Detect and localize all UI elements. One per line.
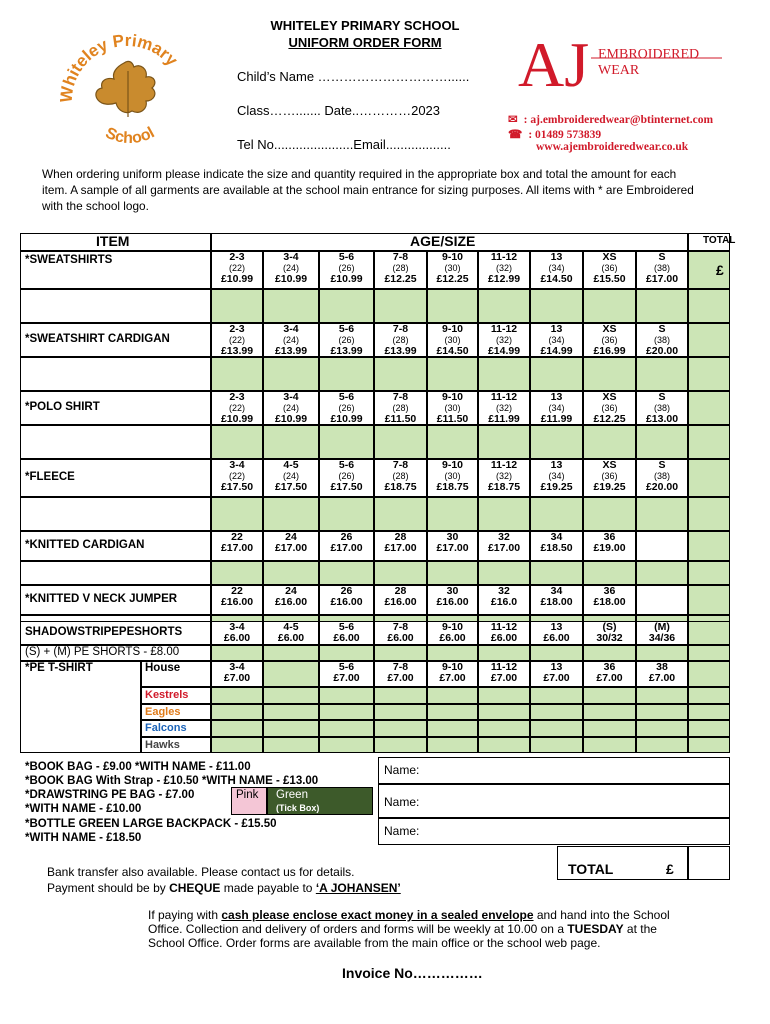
house-quantity-box[interactable] (374, 737, 427, 754)
size-option: XS (36) £15.50 (593, 251, 626, 285)
item-header: ITEM (96, 233, 130, 249)
size-option: 13 (34) £11.99 (540, 391, 573, 425)
item-name: *SWEATSHIRTS (25, 254, 113, 266)
size-option: S (38) £20.00 (645, 323, 679, 357)
shorts-total-box[interactable] (688, 645, 730, 661)
quantity-box[interactable] (211, 497, 263, 531)
size-option: 9-10 (30) £11.50 (436, 391, 469, 425)
quantity-box[interactable] (263, 289, 319, 323)
quantity-box[interactable] (530, 497, 583, 531)
size-option: 11-12 £6.00 (490, 621, 518, 644)
size-option: 28 £16.00 (384, 585, 417, 608)
house-quantity-box[interactable] (374, 704, 427, 721)
size-option: XS (36) £16.99 (593, 323, 626, 357)
size-option: 4-5 (24) £17.50 (274, 459, 308, 493)
payment-text: Payment should be by CHEQUE made payable to ‘A JOHANSEN’ (47, 881, 401, 895)
quantity-box[interactable] (427, 425, 478, 459)
size-option: 3-4 (24) £13.99 (274, 323, 308, 357)
size-option: 7-8 (28) £18.75 (384, 459, 417, 493)
quantity-box[interactable] (530, 425, 583, 459)
house-quantity-box[interactable] (319, 687, 374, 704)
quantity-box[interactable] (319, 357, 374, 391)
quantity-box[interactable] (478, 561, 530, 585)
quantity-box[interactable] (374, 425, 427, 459)
house-total-box[interactable] (688, 737, 730, 754)
item-name: *KNITTED V NECK JUMPER (25, 593, 178, 605)
invoice-number[interactable]: Invoice No…………… (342, 965, 483, 981)
item-total-box[interactable] (688, 561, 730, 585)
house-quantity-box[interactable] (530, 704, 583, 721)
size-option: 2-3 (22) £10.99 (220, 251, 254, 285)
class-date-field[interactable]: Class……....... Date..…………2023 (237, 103, 441, 118)
size-option: 34 £18.00 (540, 585, 573, 608)
book-bag-strap-line: *BOOK BAG With Strap - £10.50 *WITH NAME - £13.00 (25, 775, 319, 787)
house-total-box[interactable] (688, 687, 730, 704)
pound-sign: £ (716, 262, 724, 278)
size-option: S (38) £17.00 (645, 251, 679, 285)
house-quantity-box[interactable] (263, 720, 319, 737)
pe-size-option: 5-6 £7.00 (333, 661, 360, 684)
size-option: 3-4 £6.00 (223, 621, 251, 644)
house-quantity-box[interactable] (478, 720, 530, 737)
quantity-box[interactable] (374, 497, 427, 531)
item-total-box[interactable] (688, 621, 730, 645)
backpack-name-box[interactable]: Name: (378, 818, 730, 845)
book-bag-name-box[interactable]: Name: (378, 757, 730, 784)
item-name: *FLEECE (25, 471, 75, 483)
item-total-box[interactable] (688, 425, 730, 459)
house-total-box[interactable] (688, 704, 730, 721)
quantity-box[interactable] (636, 357, 688, 391)
house-quantity-box[interactable] (636, 704, 688, 721)
item-total-box[interactable] (688, 391, 730, 425)
house-quantity-box[interactable] (211, 737, 263, 754)
size-option: 7-8 £6.00 (387, 621, 414, 644)
size-option: 9-10 (30) £18.75 (436, 459, 469, 493)
supplier-email[interactable]: ✉ : aj.embroideredwear@btinternet.com (508, 114, 714, 126)
quantity-box[interactable] (319, 497, 374, 531)
quantity-box[interactable] (478, 357, 530, 391)
item-spacer-cell (20, 497, 211, 531)
school-logo (60, 33, 190, 153)
size-option: 22 £17.00 (220, 531, 254, 554)
house-label: House (145, 662, 181, 674)
size-option: 34 £18.50 (540, 531, 573, 554)
size-option: 13 (34) £14.50 (540, 251, 573, 285)
house-quantity-box[interactable] (427, 704, 478, 721)
quantity-box[interactable] (427, 497, 478, 531)
house-quantity-box[interactable] (211, 704, 263, 721)
pink-option[interactable]: Pink (231, 787, 267, 815)
item-name: *POLO SHIRT (25, 401, 100, 413)
size-option: 5-6 (26) £10.99 (330, 251, 363, 285)
house-name: Hawks (145, 738, 180, 751)
age-size-header: AGE/SIZE (410, 233, 476, 249)
size-option: 13 (34) £14.99 (540, 323, 573, 357)
drawstring-bag-line: *DRAWSTRING PE BAG - £7.00 (25, 789, 195, 801)
house-quantity-box[interactable] (583, 737, 636, 754)
item-spacer-cell (20, 289, 211, 323)
house-quantity-box[interactable] (319, 704, 374, 721)
item-spacer-cell (20, 561, 211, 585)
quantity-box[interactable] (583, 425, 636, 459)
house-quantity-box[interactable] (427, 720, 478, 737)
house-quantity-box[interactable] (530, 687, 583, 704)
quantity-box[interactable] (636, 497, 688, 531)
aj-embroidered-logo (512, 28, 742, 106)
drawstring-name-box[interactable]: Name: (378, 784, 730, 818)
size-option: 2-3 (22) £13.99 (220, 323, 254, 357)
size-option: 13 (34) £19.25 (540, 459, 573, 493)
quantity-box[interactable] (530, 289, 583, 323)
quantity-box[interactable] (263, 497, 319, 531)
quantity-box[interactable] (478, 497, 530, 531)
quantity-box[interactable] (319, 289, 374, 323)
shorts-quantity-box[interactable] (583, 645, 636, 661)
form-title: UNIFORM ORDER FORM (288, 35, 442, 50)
size-option: 26 £17.00 (330, 531, 363, 554)
size-option: 9-10 (30) £12.25 (436, 251, 469, 285)
quantity-box[interactable] (478, 289, 530, 323)
pe-tshirt-name: *PE T-SHIRT (25, 662, 93, 674)
pe-size-option: 13 £7.00 (543, 661, 570, 684)
quantity-box[interactable] (211, 561, 263, 585)
backpack-name-line: *WITH NAME - £18.50 (25, 832, 142, 844)
house-quantity-box[interactable] (211, 720, 263, 737)
drawstring-name-line: *WITH NAME - £10.00 (25, 803, 142, 815)
quantity-box[interactable] (211, 357, 263, 391)
aj-line2: WEAR (598, 63, 640, 78)
house-quantity-box[interactable] (636, 737, 688, 754)
house-quantity-box[interactable] (530, 720, 583, 737)
quantity-box[interactable] (319, 425, 374, 459)
quantity-box[interactable] (211, 425, 263, 459)
house-quantity-box[interactable] (583, 704, 636, 721)
quantity-box[interactable] (374, 357, 427, 391)
quantity-box[interactable] (478, 425, 530, 459)
shorts-quantity-box[interactable] (263, 645, 319, 661)
size-price-cell (636, 585, 688, 615)
pe-size-option: 7-8 £7.00 (387, 661, 414, 684)
oak-leaf-icon (96, 61, 155, 117)
size-option: 5-6 (26) £10.99 (330, 391, 363, 425)
shorts-quantity-box[interactable] (530, 645, 583, 661)
size-option: 7-8 (28) £13.99 (384, 323, 417, 357)
house-quantity-box[interactable] (636, 687, 688, 704)
size-option: XS (36) £12.25 (593, 391, 626, 425)
house-quantity-box[interactable] (583, 687, 636, 704)
bank-transfer-text: Bank transfer also available. Please contact us for details. (47, 865, 355, 879)
pe-size-option: 11-12 £7.00 (490, 661, 518, 684)
aj-letters: AJ (518, 29, 590, 100)
size-option: 4-5 £6.00 (277, 621, 305, 644)
size-option: 24 £17.00 (274, 531, 308, 554)
item-name: *KNITTED CARDIGAN (25, 539, 145, 551)
size-option: 11-12 (32) £11.99 (488, 391, 520, 425)
house-name: Eagles (145, 705, 181, 718)
quantity-box[interactable] (263, 425, 319, 459)
quantity-box[interactable] (636, 425, 688, 459)
size-option: 22 £16.00 (220, 585, 254, 608)
shorts-quantity-box[interactable] (478, 645, 530, 661)
size-option: 9-10 (30) £14.50 (436, 323, 469, 357)
size-option: 3-4 (22) £17.50 (220, 459, 254, 493)
house-name: Falcons (145, 722, 187, 734)
pe-total-box[interactable] (688, 661, 730, 687)
size-option: (M) 34/36 (648, 621, 676, 644)
house-quantity-box[interactable] (263, 687, 319, 704)
size-option: 26 £16.00 (330, 585, 363, 608)
size-option: 32 £17.00 (487, 531, 521, 554)
house-quantity-box[interactable] (427, 737, 478, 754)
house-quantity-box[interactable] (374, 687, 427, 704)
pe-size-option: 9-10 £7.00 (439, 661, 466, 684)
size-option: 9-10 £6.00 (439, 621, 466, 644)
size-option: 36 £18.00 (593, 585, 626, 608)
green-option[interactable]: Green (Tick Box) (267, 787, 373, 815)
grand-total-box[interactable] (688, 846, 730, 880)
size-option: 30 £17.00 (436, 531, 469, 554)
quantity-box[interactable] (263, 561, 319, 585)
house-quantity-box[interactable] (211, 687, 263, 704)
house-quantity-box[interactable] (478, 737, 530, 754)
house-quantity-box[interactable] (478, 704, 530, 721)
quantity-box[interactable] (427, 561, 478, 585)
quantity-box[interactable] (636, 561, 688, 585)
item-total-box[interactable] (688, 531, 730, 561)
item-spacer-cell (20, 357, 211, 391)
quantity-box[interactable] (583, 561, 636, 585)
size-option: 7-8 (28) £12.25 (384, 251, 417, 285)
pe-size-option: 38 £7.00 (648, 661, 676, 684)
size-option: 3-4 (24) £10.99 (274, 251, 308, 285)
item-total-box[interactable] (688, 357, 730, 391)
pe-size-cell[interactable] (263, 661, 319, 687)
pe-size-option: 36 £7.00 (596, 661, 623, 684)
quantity-box[interactable] (427, 357, 478, 391)
book-bag-line: *BOOK BAG - £9.00 *WITH NAME - £11.00 (25, 761, 251, 773)
childs-name-field[interactable]: Child’s Name …………………………...... (237, 69, 470, 84)
grand-total-label-box: TOTAL £ (557, 846, 688, 880)
shorts-quantity-box[interactable] (636, 645, 688, 661)
size-option: 2-3 (22) £10.99 (220, 391, 254, 425)
size-option: 13 £6.00 (543, 621, 570, 644)
house-quantity-box[interactable] (427, 687, 478, 704)
total-header: TOTAL (703, 235, 736, 246)
supplier-website[interactable]: www.ajembroideredwear.co.uk (536, 141, 689, 153)
cash-instructions: If paying with cash please enclose exact money in a sealed envelope and hand into the School Office. Collection and delivery of orders and forms will be weekly at 10.00 on a TUESDAY at the School Office. Order forms are available from the main office or the school web page. (148, 908, 670, 950)
size-option: 11-12 (32) £14.99 (487, 323, 521, 357)
quantity-box[interactable] (427, 289, 478, 323)
item-total-box[interactable] (688, 497, 730, 531)
size-option: 30 £16.00 (436, 585, 469, 608)
quantity-box[interactable] (530, 561, 583, 585)
item-spacer-cell (20, 425, 211, 459)
quantity-box[interactable] (374, 561, 427, 585)
size-option: 5-6 £6.00 (333, 621, 360, 644)
quantity-box[interactable] (319, 561, 374, 585)
intro-text: When ordering uniform please indicate the size and quantity required in the appropriate box and total the amount for each item. A sample of all garments are available at the school main entrance for sizing purposes. All items with * are Embroidered with the school logo. (42, 167, 694, 213)
size-option: 5-6 (26) £13.99 (330, 323, 363, 357)
pe-size-option: 3-4 £7.00 (223, 661, 251, 684)
house-total-box[interactable] (688, 720, 730, 737)
house-quantity-box[interactable] (636, 720, 688, 737)
size-option: 28 £17.00 (384, 531, 417, 554)
house-quantity-box[interactable] (319, 720, 374, 737)
tel-email-field[interactable]: Tel No......................Email.................. (237, 137, 451, 152)
size-option: XS (36) £19.25 (593, 459, 626, 493)
item-name: *SWEATSHIRT CARDIGAN (25, 333, 170, 345)
size-option: 5-6 (26) £17.50 (330, 459, 363, 493)
item-total-box[interactable] (688, 289, 730, 323)
shorts-quantity-box[interactable] (319, 645, 374, 661)
quantity-box[interactable] (263, 357, 319, 391)
house-quantity-box[interactable] (583, 720, 636, 737)
size-option: 24 £16.00 (274, 585, 308, 608)
size-option: S (38) £13.00 (645, 391, 679, 425)
shorts-quantity-box[interactable] (211, 645, 263, 661)
shorts-quantity-box[interactable] (374, 645, 427, 661)
house-quantity-box[interactable] (530, 737, 583, 754)
shorts-note: (S) + (M) PE SHORTS - £8.00 (25, 646, 180, 658)
size-option: 3-4 (24) £10.99 (274, 391, 308, 425)
size-option: 36 £19.00 (593, 531, 626, 554)
envelope-icon: ✉ (508, 114, 518, 126)
house-quantity-box[interactable] (478, 687, 530, 704)
quantity-box[interactable] (211, 289, 263, 323)
shorts-quantity-box[interactable] (427, 645, 478, 661)
house-name: Kestrels (145, 689, 189, 701)
quantity-box[interactable] (530, 357, 583, 391)
size-option: 32 £16.0 (490, 585, 518, 608)
size-option: S (38) £20.00 (645, 459, 679, 493)
house-quantity-box[interactable] (263, 704, 319, 721)
size-option: 11-12 (32) £12.99 (487, 251, 521, 285)
size-option: 7-8 (28) £11.50 (384, 391, 417, 425)
pe-tshirt-cell (20, 661, 141, 753)
aj-line1: EMBROIDERED (598, 47, 700, 62)
item-total-box[interactable] (688, 459, 730, 497)
svg-text:School (103, 124, 158, 147)
backpack-line: *BOTTLE GREEN LARGE BACKPACK - £15.50 (25, 818, 277, 830)
house-quantity-box[interactable] (263, 737, 319, 754)
supplier-phone: ☎ : 01489 573839 (508, 129, 602, 141)
quantity-box[interactable] (583, 497, 636, 531)
school-logo-text-bottom: School (102, 124, 158, 148)
house-quantity-box[interactable] (319, 737, 374, 754)
size-option: (S) 30/32 (596, 621, 623, 644)
school-title: WHITELEY PRIMARY SCHOOL (270, 18, 460, 33)
item-name: SHADOWSTRIPEPESHORTS (25, 626, 183, 638)
quantity-box[interactable] (583, 357, 636, 391)
item-total-box[interactable] (688, 323, 730, 357)
quantity-box[interactable] (636, 289, 688, 323)
size-price-cell (636, 531, 688, 561)
quantity-box[interactable] (374, 289, 427, 323)
size-option: 11-12 (32) £18.75 (487, 459, 521, 493)
phone-icon: ☎ (508, 129, 523, 141)
item-total-box[interactable] (688, 585, 730, 615)
school-logo-text-top: hiteley Primary (60, 33, 182, 89)
quantity-box[interactable] (583, 289, 636, 323)
house-quantity-box[interactable] (374, 720, 427, 737)
